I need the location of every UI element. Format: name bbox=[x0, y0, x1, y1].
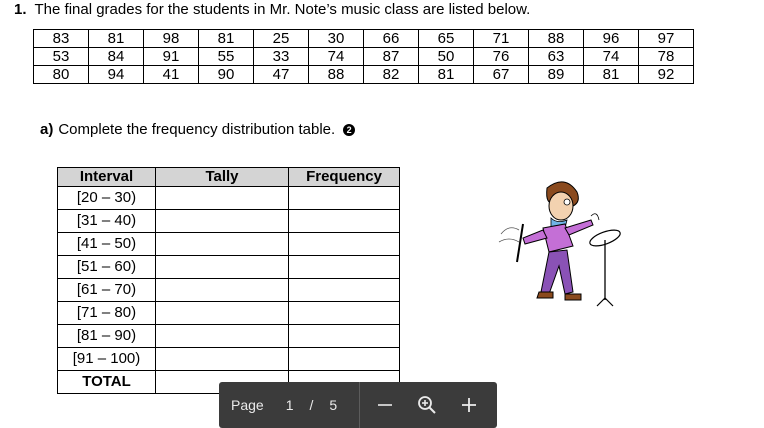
interval-label: [20 – 30) bbox=[58, 187, 156, 210]
interval-row bbox=[58, 302, 400, 325]
grade-cell: 25 bbox=[254, 30, 309, 48]
interval-label: [91 – 100) bbox=[58, 348, 156, 371]
interval-label: [71 – 80) bbox=[58, 302, 156, 325]
interval-label: [51 – 60) bbox=[58, 256, 156, 279]
grade-cell: 92 bbox=[639, 66, 694, 84]
question-number: 1. bbox=[14, 1, 27, 18]
header-tally: Tally bbox=[156, 168, 289, 187]
interval-row bbox=[58, 187, 400, 210]
grade-cell: 41 bbox=[144, 66, 199, 84]
grade-cell: 87 bbox=[364, 48, 419, 66]
grade-cell: 80 bbox=[34, 66, 89, 84]
tally-cell[interactable] bbox=[156, 325, 289, 348]
grade-cell: 33 bbox=[254, 48, 309, 66]
tally-cell[interactable] bbox=[156, 233, 289, 256]
frequency-cell[interactable] bbox=[289, 187, 400, 210]
grade-cell: 78 bbox=[639, 48, 694, 66]
grade-cell: 71 bbox=[474, 30, 529, 48]
interval-label: [31 – 40) bbox=[58, 210, 156, 233]
frequency-table bbox=[57, 167, 400, 394]
interval-label: [61 – 70) bbox=[58, 279, 156, 302]
page-label: Page bbox=[231, 397, 264, 413]
grade-cell: 96 bbox=[584, 30, 639, 48]
part-a-letter: a) bbox=[40, 121, 54, 138]
header-interval: Interval bbox=[58, 168, 156, 187]
grade-cell: 81 bbox=[584, 66, 639, 84]
grade-cell: 74 bbox=[584, 48, 639, 66]
grade-cell: 82 bbox=[364, 66, 419, 84]
interval-row bbox=[58, 256, 400, 279]
grade-cell: 89 bbox=[529, 66, 584, 84]
musician-illustration bbox=[495, 178, 627, 310]
current-page-number[interactable]: 1 bbox=[285, 397, 294, 413]
cymbal-icon bbox=[588, 214, 622, 306]
grades-table bbox=[33, 29, 694, 84]
plus-icon bbox=[460, 396, 478, 414]
interval-label: [81 – 90) bbox=[58, 325, 156, 348]
interval-row bbox=[58, 233, 400, 256]
tally-cell[interactable] bbox=[156, 210, 289, 233]
pdf-toolbar bbox=[219, 382, 497, 428]
zoom-in-icon bbox=[417, 395, 437, 415]
frequency-cell[interactable] bbox=[289, 348, 400, 371]
musician-figure bbox=[523, 182, 593, 300]
frequency-cell[interactable] bbox=[289, 302, 400, 325]
grade-cell: 97 bbox=[639, 30, 694, 48]
total-label: TOTAL bbox=[58, 371, 156, 394]
tally-cell[interactable] bbox=[156, 302, 289, 325]
grade-cell: 81 bbox=[89, 30, 144, 48]
grade-cell: 83 bbox=[34, 30, 89, 48]
frequency-cell[interactable] bbox=[289, 210, 400, 233]
grade-cell: 88 bbox=[529, 30, 584, 48]
grade-cell: 47 bbox=[254, 66, 309, 84]
grade-cell: 65 bbox=[419, 30, 474, 48]
tally-cell[interactable] bbox=[156, 279, 289, 302]
grade-cell: 50 bbox=[419, 48, 474, 66]
part-a-prompt bbox=[40, 121, 355, 138]
grade-cell: 67 bbox=[474, 66, 529, 84]
tally-cell[interactable] bbox=[156, 187, 289, 210]
marks-badge: 2 bbox=[343, 124, 355, 136]
zoom-out-button[interactable] bbox=[371, 391, 399, 419]
grade-cell: 53 bbox=[34, 48, 89, 66]
motion-lines-icon bbox=[499, 228, 519, 242]
zoom-out-icon bbox=[376, 396, 394, 414]
interval-row bbox=[58, 325, 400, 348]
grade-cell: 66 bbox=[364, 30, 419, 48]
grade-cell: 81 bbox=[419, 66, 474, 84]
grade-cell: 63 bbox=[529, 48, 584, 66]
interval-row bbox=[58, 348, 400, 371]
toolbar-divider bbox=[359, 382, 360, 428]
question-line bbox=[14, 1, 530, 18]
grade-cell: 90 bbox=[199, 66, 254, 84]
grade-cell: 81 bbox=[199, 30, 254, 48]
interval-row bbox=[58, 279, 400, 302]
grades-row bbox=[34, 30, 694, 48]
frequency-cell[interactable] bbox=[289, 256, 400, 279]
total-pages: 5 bbox=[329, 397, 338, 413]
interval-row bbox=[58, 210, 400, 233]
grades-row bbox=[34, 66, 694, 84]
grade-cell: 98 bbox=[144, 30, 199, 48]
grade-cell: 76 bbox=[474, 48, 529, 66]
grade-cell: 74 bbox=[309, 48, 364, 66]
page-separator: / bbox=[309, 397, 314, 413]
tally-cell[interactable] bbox=[156, 348, 289, 371]
grade-cell: 30 bbox=[309, 30, 364, 48]
grade-cell: 91 bbox=[144, 48, 199, 66]
grade-cell: 55 bbox=[199, 48, 254, 66]
frequency-cell[interactable] bbox=[289, 233, 400, 256]
part-a-text: Complete the frequency distribution table. bbox=[58, 121, 336, 138]
question-text: The final grades for the students in Mr. Note’s music class are listed below. bbox=[34, 1, 531, 18]
grades-row bbox=[34, 48, 694, 66]
grade-cell: 88 bbox=[309, 66, 364, 84]
header-frequency: Frequency bbox=[289, 168, 400, 187]
frequency-cell[interactable] bbox=[289, 279, 400, 302]
grade-cell: 94 bbox=[89, 66, 144, 84]
add-button[interactable] bbox=[455, 391, 483, 419]
grade-cell: 84 bbox=[89, 48, 144, 66]
tally-cell[interactable] bbox=[156, 256, 289, 279]
frequency-cell[interactable] bbox=[289, 325, 400, 348]
zoom-in-button[interactable] bbox=[413, 391, 441, 419]
interval-label: [41 – 50) bbox=[58, 233, 156, 256]
